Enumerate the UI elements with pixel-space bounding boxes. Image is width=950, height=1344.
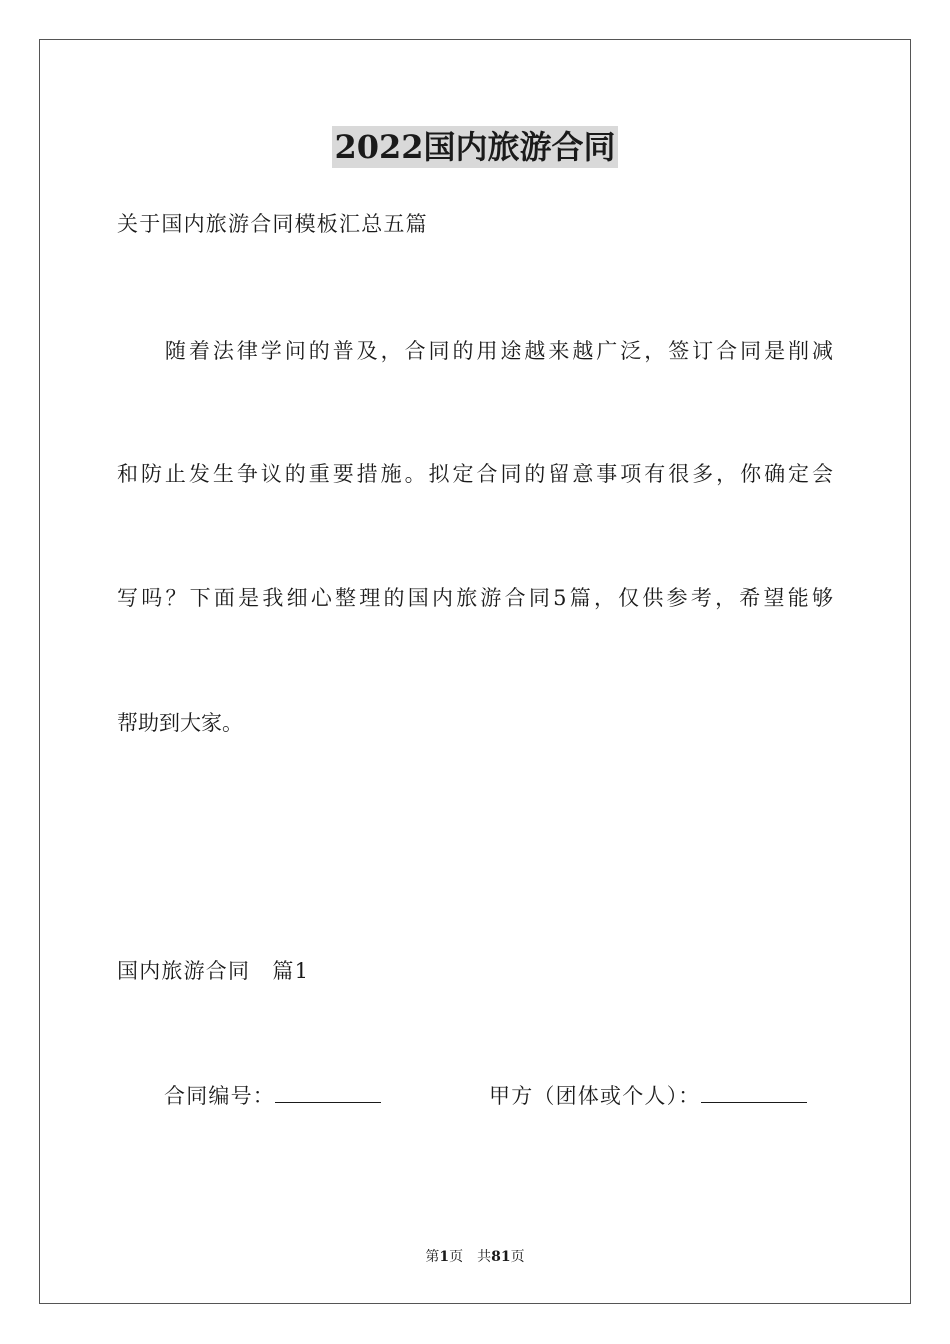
footer-page-total: 81 [491,1249,511,1265]
footer-page-current: 1 [439,1249,450,1265]
document-title: 2022国内旅游合同 [334,128,616,166]
contract-number-blank [275,1082,381,1103]
party-a-blank [701,1082,807,1103]
party-a-field [489,1081,807,1111]
contract-number-field [164,1081,381,1111]
intro-line-2: 和防止发生争议的重要措施。拟定合同的留意事项有很多，你确定会 [117,462,833,486]
intro-line-3: 写吗？下面是我细心整理的国内旅游合同5篇，仅供参考，希望能够 [117,586,833,610]
section-heading: 国内旅游合同 篇1 [117,959,310,983]
intro-line-4: 帮助到大家。 [117,711,243,735]
footer-page-suffix: 页 [510,1249,525,1265]
footer-page-mid: 页 共 [449,1249,492,1265]
title-wrap [0,126,950,168]
footer-page-prefix: 第 [425,1249,440,1265]
contract-number-label: 合同编号： [164,1084,275,1108]
page-footer [0,1247,950,1267]
party-a-label: 甲方（团体或个人）： [489,1084,701,1108]
intro-line-1: 随着法律学问的普及，合同的用途越来越广泛，签订合同是削减 [117,339,833,363]
document-subtitle: 关于国内旅游合同模板汇总五篇 [117,212,428,236]
